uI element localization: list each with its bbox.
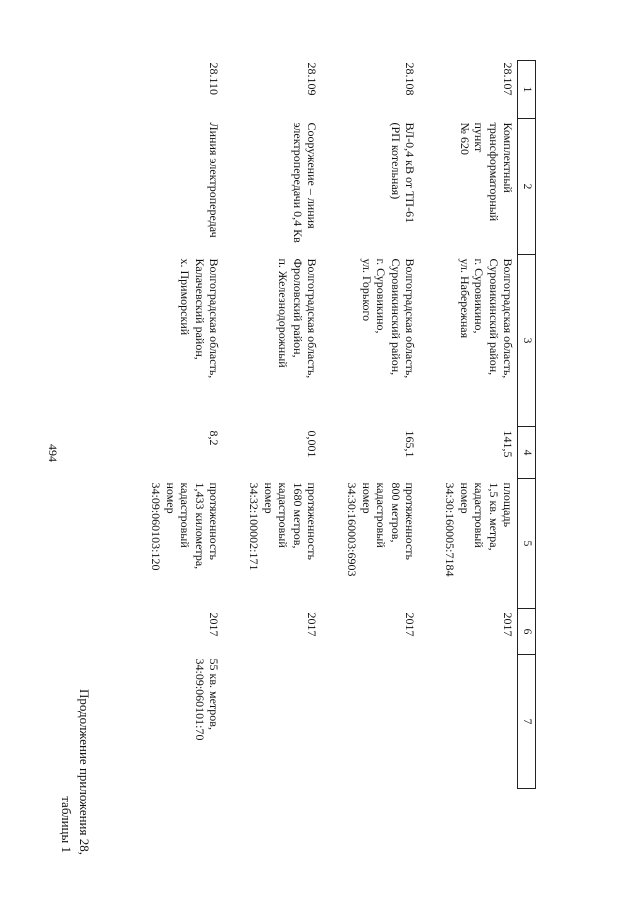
address-cell xyxy=(420,255,519,427)
address-line: х. Приморский xyxy=(178,258,193,336)
year-cell: 2017 xyxy=(403,612,418,637)
address-line: Суровикинский район, xyxy=(487,258,501,376)
object-name-line: Комплектный xyxy=(501,122,516,193)
note-cell xyxy=(420,655,519,789)
address-line: Волгоградская область, xyxy=(501,258,516,379)
header-cell-7: 7 xyxy=(518,655,536,789)
note-cell xyxy=(126,655,224,789)
characteristics-cell xyxy=(126,479,224,609)
object-name-line: Линия электропередач xyxy=(207,122,222,238)
object-name-line: (РП котельная) xyxy=(389,122,403,200)
address-line: Калачевский район, xyxy=(193,258,207,360)
address-line: п. Железнодорожный xyxy=(276,258,291,368)
row-number-cell: 28.110 xyxy=(207,62,222,96)
characteristics-line: 34:32:100002:171 xyxy=(247,482,262,571)
characteristics-line: номер xyxy=(360,482,374,514)
address-line: ул. Набережная xyxy=(458,258,472,339)
address-line: г. Суровикино, xyxy=(472,258,487,334)
characteristics-line: протяженность xyxy=(403,482,418,561)
table-row xyxy=(420,61,519,789)
characteristics-line: протяженность xyxy=(207,482,222,561)
header-row xyxy=(518,61,536,789)
address-cell xyxy=(126,255,224,427)
characteristics-line: кадастровый xyxy=(472,482,487,548)
characteristics-line: кадастровый xyxy=(276,482,291,548)
object-name-line: Сооружение – линия xyxy=(305,122,320,229)
note-cell xyxy=(322,655,420,789)
value-cell: 165,1 xyxy=(403,430,418,458)
characteristics-line: номер xyxy=(164,482,178,514)
value-cell: 0,001 xyxy=(305,430,320,458)
object-name-line: трансформаторный пункт xyxy=(472,122,501,222)
characteristics-line: 800 метров, xyxy=(389,482,403,543)
header-cell-4: 4 xyxy=(518,427,536,479)
object-name-line: № 620 xyxy=(458,122,472,155)
address-line: Волгоградская область, xyxy=(305,258,320,379)
address-cell xyxy=(322,255,420,427)
object-name-cell xyxy=(126,119,224,255)
address-line: Волгоградская область, xyxy=(207,258,222,379)
note-cell xyxy=(224,655,322,789)
address-cell xyxy=(224,255,322,427)
address-line: Суровикинский район, xyxy=(389,258,403,376)
note-line: 55 кв. метров, xyxy=(207,658,222,730)
year-cell: 2017 xyxy=(501,612,516,637)
address-line: Фроловский район, xyxy=(291,258,305,358)
header-cell-1: 1 xyxy=(518,61,536,119)
characteristics-line: площадь xyxy=(501,482,516,528)
header-cell-2: 2 xyxy=(518,119,536,255)
characteristics-line: 34:30:160003:6903 xyxy=(345,482,360,577)
characteristics-line: 34:30:160005:7184 xyxy=(443,482,458,577)
note-line: 34:09:060101:70 xyxy=(193,658,207,741)
caption-line-2: таблицы 1 xyxy=(59,796,74,853)
table-caption xyxy=(10,0,94,905)
address-line: г. Суровикино, xyxy=(374,258,389,334)
characteristics-line: 1,5 кв. метра, xyxy=(487,482,501,551)
object-name-cell xyxy=(420,119,519,255)
caption-line-1: Продолжение приложения 28, xyxy=(77,688,92,855)
year-cell: 2017 xyxy=(305,612,320,637)
header-cell-5: 5 xyxy=(518,479,536,609)
property-table xyxy=(126,60,537,789)
table-row xyxy=(322,61,420,789)
object-name-cell xyxy=(224,119,322,255)
characteristics-line: номер xyxy=(262,482,276,514)
characteristics-cell xyxy=(224,479,322,609)
header-cell-6: 6 xyxy=(518,609,536,655)
year-cell: 2017 xyxy=(207,612,222,637)
address-line: ул. Горького xyxy=(360,258,374,322)
characteristics-line: 34:09:060103:120 xyxy=(149,482,164,571)
table-body xyxy=(126,61,536,789)
characteristics-cell xyxy=(322,479,420,609)
page-number: 494 xyxy=(46,444,60,462)
object-name-cell xyxy=(322,119,420,255)
rotated-table-area xyxy=(116,0,536,905)
characteristics-line: кадастровый xyxy=(374,482,389,548)
characteristics-line: 1680 метров, xyxy=(291,482,305,549)
address-line: Волгоградская область, xyxy=(403,258,418,379)
row-number-cell: 28.108 xyxy=(403,62,418,96)
object-name-line: ВЛ-0,4 кВ от ТП-61 xyxy=(403,122,418,224)
header-cell-3: 3 xyxy=(518,255,536,427)
characteristics-line: кадастровый xyxy=(178,482,193,548)
object-name-line: электропередачи 0,4 Кв xyxy=(291,122,305,243)
row-number-cell: 28.107 xyxy=(501,62,516,96)
value-cell: 8,2 xyxy=(207,430,222,446)
table-row xyxy=(126,61,224,789)
characteristics-line: номер xyxy=(458,482,472,514)
row-number-cell: 28.109 xyxy=(305,62,320,96)
characteristics-line: протяженность xyxy=(305,482,320,561)
value-cell: 141,5 xyxy=(501,430,516,458)
characteristics-line: 1,433 километра, xyxy=(193,482,207,570)
characteristics-cell xyxy=(420,479,519,609)
table-row xyxy=(224,61,322,789)
